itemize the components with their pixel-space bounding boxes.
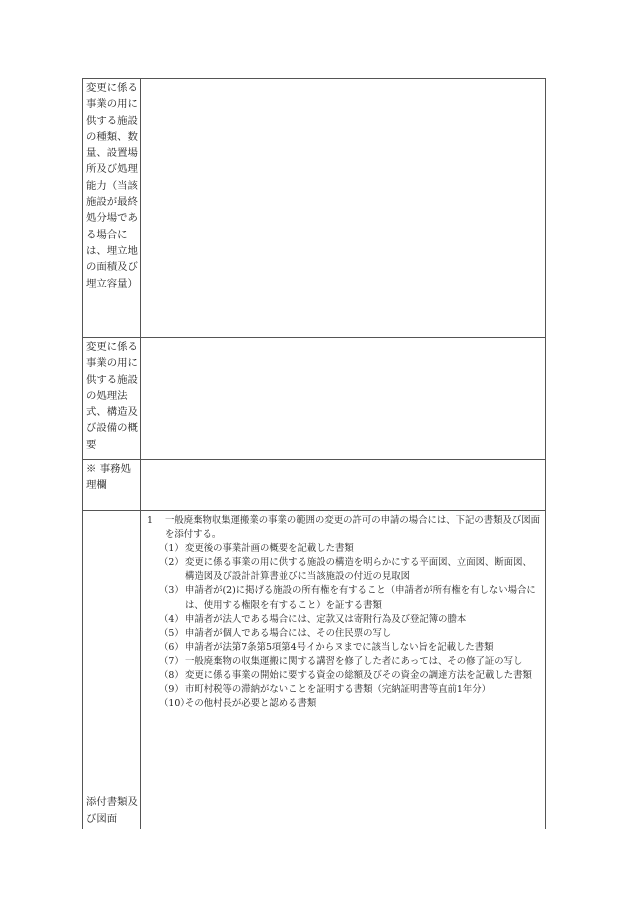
item-text: 申請者が法第7条第5項第4号イからヌまでに該当しない旨を記載した書類 xyxy=(185,641,494,653)
table-row xyxy=(83,460,546,511)
list-item xyxy=(145,627,541,641)
item-text: 申請者が(2)に掲げる施設の所有権を有すること（申請者が所有権を有しない場合には、使用する権限を有すること）を証する書類 xyxy=(185,585,536,611)
list-item xyxy=(145,613,541,627)
item-text: 申請者が個人である場合には、その住民票の写し xyxy=(185,627,392,639)
list-item xyxy=(145,669,541,683)
item-text: 申請者が法人である場合には、定款又は寄附行為及び登記簿の謄本 xyxy=(185,613,467,625)
facility-type-label: 変更に係る事業の用に供する施設の種類、数量、設置場所及び処理能力（当該施設が最終処分場である場合には、埋立地の面積及び埋立容量） xyxy=(86,82,138,290)
item-number: （8） xyxy=(159,670,184,682)
application-form-table xyxy=(82,78,546,829)
attachments-list xyxy=(141,511,545,711)
list-item xyxy=(145,584,541,612)
label-cell xyxy=(83,338,141,460)
attachments-cell xyxy=(141,511,546,830)
item-text: 変更後の事業計画の概要を記載した書類 xyxy=(185,543,354,555)
list-item xyxy=(145,683,541,697)
table-row xyxy=(83,511,546,830)
item-number: （2） xyxy=(159,557,184,569)
item-text: 変更に係る事業の用に供する施設の構造を明らかにする平面図、立面図、断面図、構造図及び設計計算書並びに当該施設の付近の見取図 xyxy=(185,557,532,583)
item-text: 市町村税等の滞納がないことを証明する書類（完納証明書等直前1年分） xyxy=(185,684,491,696)
item-number: （1） xyxy=(159,543,184,555)
item-text: その他村長が必要と認める書類 xyxy=(185,698,317,710)
list-item xyxy=(145,542,541,556)
facility-type-value-cell[interactable] xyxy=(141,79,546,338)
item-number: （4） xyxy=(159,613,184,625)
heading-text: 一般廃棄物収集運搬業の事業の範囲の変更の許可の申請の場合には、下記の書類及び図面を添付する。 xyxy=(165,515,541,541)
label-cell xyxy=(83,511,141,830)
item-number: （7） xyxy=(159,655,184,667)
label-cell xyxy=(83,79,141,338)
list-item xyxy=(145,655,541,669)
attachments-label: 添付書類及び図面 xyxy=(86,796,138,825)
office-use-label: ※ 事務処理欄 xyxy=(86,463,131,492)
item-number: （3） xyxy=(159,585,184,597)
office-use-value-cell xyxy=(141,460,546,511)
item-number: （5） xyxy=(159,627,184,639)
item-text: 一般廃棄物の収集運搬に関する講習を修了した者にあっては、その修了証の写し xyxy=(185,655,523,667)
list-item xyxy=(145,697,541,711)
item-number: （6） xyxy=(159,641,184,653)
item-number: （9） xyxy=(159,684,184,696)
list-item xyxy=(145,556,541,584)
item-text: 変更に係る事業の開始に要する資金の総額及びその資金の調達方法を記載した書類 xyxy=(185,670,532,682)
label-cell xyxy=(83,460,141,511)
list-item xyxy=(145,641,541,655)
facility-method-label: 変更に係る事業の用に供する施設の処理法式、構造及び設備の概要 xyxy=(86,341,138,451)
heading-number: 1 xyxy=(147,515,153,526)
table-row xyxy=(83,79,546,338)
attachments-heading xyxy=(145,514,541,542)
facility-method-value-cell[interactable] xyxy=(141,338,546,460)
table-row xyxy=(83,338,546,460)
item-number: （10） xyxy=(159,698,190,710)
